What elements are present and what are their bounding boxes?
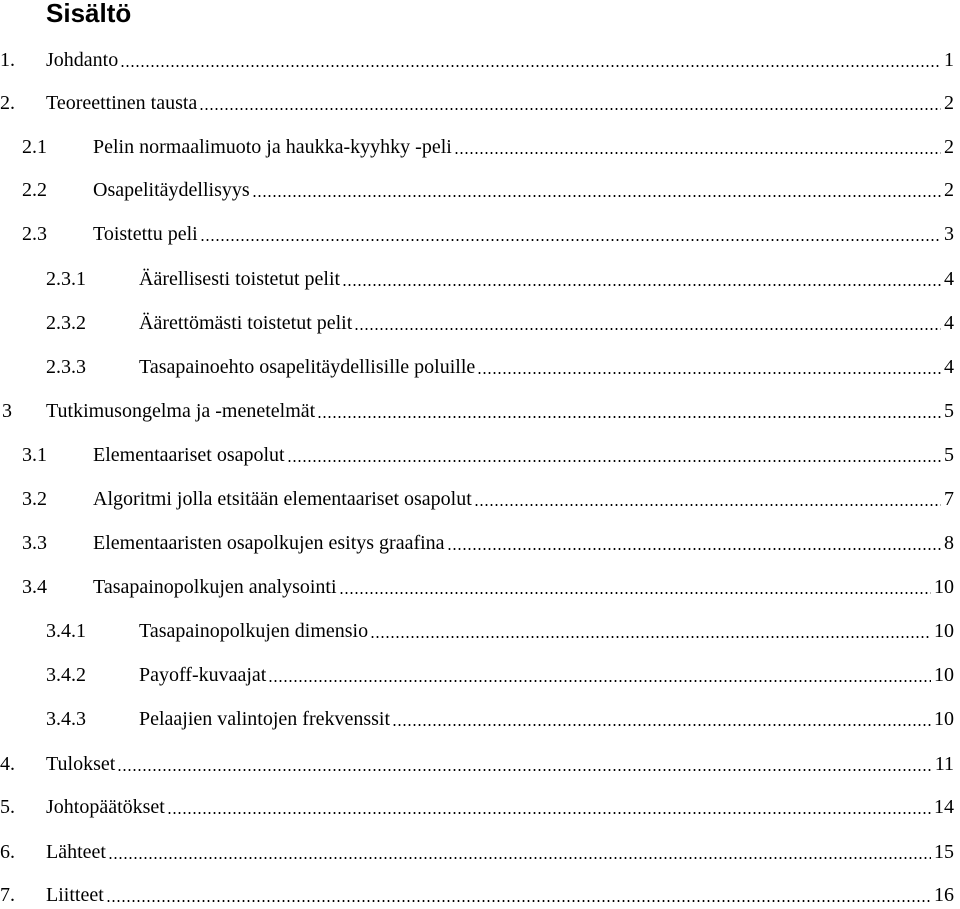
toc-entry-label: Elementaariset osapolut [93,444,285,466]
toc-entry[interactable] [0,353,960,381]
toc-entry-label: Tulokset [46,753,116,775]
toc-entry-page: 14 [934,796,954,818]
dot-leader [477,372,941,374]
dot-leader [392,724,931,726]
toc-entry-label: Tasapainopolkujen analysointi [93,576,337,598]
toc-entry[interactable] [0,529,960,557]
toc-title: Sisältö [46,0,132,28]
toc-entry-number: 7. [0,884,15,906]
toc-entry-label: Pelaajien valintojen frekvenssit [139,708,391,730]
toc-entry[interactable] [0,441,960,469]
toc-entry-label: Payoff-kuvaajat [139,664,267,686]
toc-entry-label: Johdanto [46,49,119,71]
toc-entry-page: 8 [944,532,954,554]
toc-entry-label: Tutkimusongelma ja -menetelmät [46,400,316,422]
toc-entry-page: 5 [944,444,954,466]
toc-entry[interactable] [0,46,960,74]
toc-entry[interactable] [0,397,960,425]
toc-entry-number: 1. [0,49,15,71]
dot-leader [447,548,941,550]
dot-leader [106,900,931,902]
dot-leader [454,152,941,154]
toc-entry-number: 2.3.3 [46,356,86,378]
dot-leader [199,108,941,110]
toc-entry[interactable] [0,573,960,601]
toc-entry-page: 4 [944,356,954,378]
toc-entry[interactable] [0,750,960,778]
toc-entry-number: 3.1 [22,444,47,466]
toc-entry-page: 2 [944,179,954,201]
dot-leader [287,460,941,462]
toc-entry-label: Liitteet [46,884,104,906]
toc-entry-label: Tasapainopolkujen dimensio [139,620,369,642]
dot-leader [474,504,941,506]
toc-entry-label: Tasapainoehto osapelitäydellisille poluille [139,356,476,378]
toc-entry-label: Pelin normaalimuoto ja haukka-kyyhky -peli [93,136,452,158]
toc-entry-number: 3.4 [22,576,47,598]
toc-entry[interactable] [0,617,960,645]
toc-entry[interactable] [0,133,960,161]
dot-leader [342,284,941,286]
toc-entry-number: 3.2 [22,488,47,510]
toc-entry-page: 5 [944,400,954,422]
toc-entry-number: 6. [0,841,15,863]
toc-entry-number: 3.3 [22,532,47,554]
dot-leader [317,416,941,418]
toc-entry[interactable] [0,176,960,204]
dot-leader [354,328,941,330]
toc-entry-number: 2.2 [22,179,47,201]
toc-entry-page: 4 [944,312,954,334]
dot-leader [120,65,941,67]
toc-entry-page: 1 [944,49,954,71]
toc-entry-label: Elementaaristen osapolkujen esitys graafina [93,532,445,554]
toc-entry-label: Algoritmi jolla etsitään elementaariset osapolut [93,488,472,510]
toc-entry-page: 2 [944,136,954,158]
toc-entry-number: 3 [2,400,12,422]
toc-entry-label: Lähteet [46,841,106,863]
dot-leader [268,680,931,682]
toc-entry[interactable] [0,881,960,909]
dot-leader [339,592,931,594]
toc-entry-number: 3.4.1 [46,620,86,642]
toc-entry[interactable] [0,838,960,866]
toc-entry-page: 10 [934,576,954,598]
dot-leader [370,636,931,638]
toc-entry-page: 10 [934,664,954,686]
toc-entry-label: Äärellisesti toistetut pelit [139,268,341,290]
toc-entry-label: Teoreettinen tausta [46,92,198,114]
dot-leader [252,195,941,197]
toc-entry[interactable] [0,89,960,117]
toc-entry-number: 3.4.3 [46,708,86,730]
toc-entry-page: 16 [934,884,954,906]
toc-entry-number: 2.3.1 [46,268,86,290]
toc-entry[interactable] [0,265,960,293]
toc-entry-number: 2. [0,92,15,114]
dot-leader [117,769,931,771]
dot-leader [167,812,931,814]
toc-entry-label: Johtopäätökset [46,796,165,818]
toc-entry[interactable] [0,661,960,689]
toc-entry[interactable] [0,705,960,733]
toc-entry-label: Toistettu peli [93,223,198,245]
dot-leader [200,239,941,241]
toc-entry-page: 15 [934,841,954,863]
toc-entry-page: 7 [944,488,954,510]
toc-entry-number: 3.4.2 [46,664,86,686]
toc-entry-page: 11 [934,753,954,775]
toc-entry[interactable] [0,485,960,513]
toc-entry-page: 3 [944,223,954,245]
toc-entry-page: 10 [934,708,954,730]
toc-entry-page: 4 [944,268,954,290]
toc-entry-label: Osapelitäydellisyys [93,179,250,201]
toc-entry[interactable] [0,220,960,248]
dot-leader [108,857,931,859]
toc-entry-number: 4. [0,753,15,775]
toc-entry[interactable] [0,793,960,821]
toc-entry-number: 2.1 [22,136,47,158]
toc-entry-label: Äärettömästi toistetut pelit [139,312,353,334]
toc-entry[interactable] [0,309,960,337]
toc-entry-page: 2 [944,92,954,114]
toc-entry-number: 2.3.2 [46,312,86,334]
toc-entry-number: 2.3 [22,223,47,245]
toc-entry-page: 10 [934,620,954,642]
toc-entry-number: 5. [0,796,15,818]
